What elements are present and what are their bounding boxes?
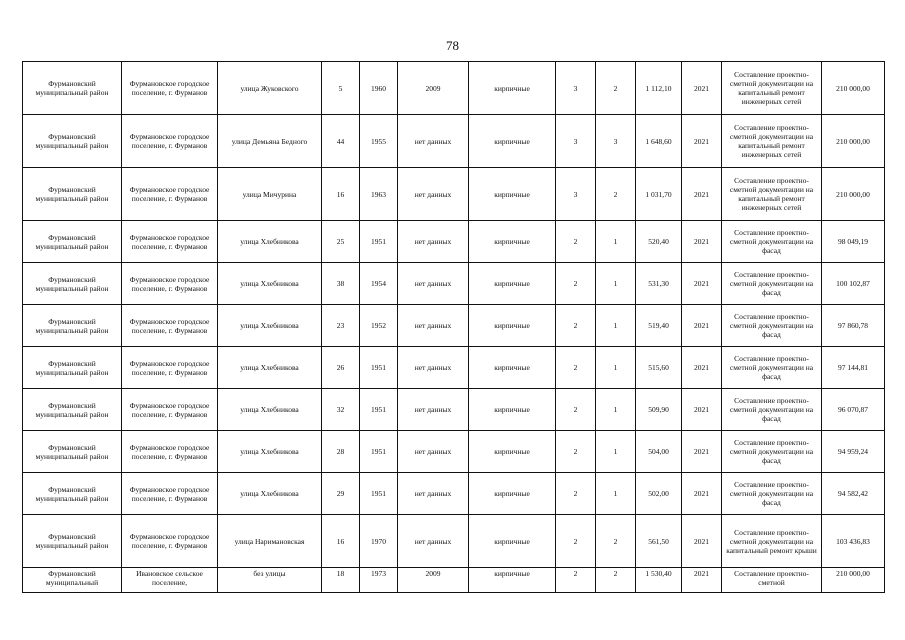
cell-district: Фурмановский муниципальный bbox=[23, 568, 122, 593]
cell-house-number: 38 bbox=[322, 263, 360, 305]
cell-settlement: Фурмановское городское поселение, г. Фурманов bbox=[122, 389, 218, 431]
cell-cost: 210 000,00 bbox=[822, 168, 885, 221]
cell-year-built: 1951 bbox=[360, 347, 398, 389]
cell-district: Фурмановский муниципальный район bbox=[23, 115, 122, 168]
table-row bbox=[23, 515, 885, 568]
cell-cost: 210 000,00 bbox=[822, 115, 885, 168]
cell-work-type: Составление проектно-сметной документации на фасад bbox=[722, 263, 822, 305]
cell-entrances: 2 bbox=[596, 515, 636, 568]
cell-house-number: 29 bbox=[322, 473, 360, 515]
cell-year-last-repair: нет данных bbox=[398, 168, 469, 221]
cell-year-last-repair: нет данных bbox=[398, 347, 469, 389]
cell-wall-material: кирпичные bbox=[469, 568, 556, 593]
cell-wall-material: кирпичные bbox=[469, 263, 556, 305]
table-row bbox=[23, 221, 885, 263]
cell-street: улица Хлебникова bbox=[218, 347, 322, 389]
cell-house-number: 44 bbox=[322, 115, 360, 168]
table-body bbox=[23, 62, 885, 593]
cell-work-type: Составление проектно-сметной документации на фасад bbox=[722, 305, 822, 347]
cell-year-built: 1951 bbox=[360, 221, 398, 263]
cell-area: 1 648,60 bbox=[636, 115, 682, 168]
cell-plan-year: 2021 bbox=[682, 568, 722, 593]
cell-district: Фурмановский муниципальный район bbox=[23, 62, 122, 115]
cell-floors: 2 bbox=[556, 568, 596, 593]
cell-entrances: 1 bbox=[596, 389, 636, 431]
cell-area: 1 112,10 bbox=[636, 62, 682, 115]
table-row bbox=[23, 431, 885, 473]
cell-wall-material: кирпичные bbox=[469, 168, 556, 221]
cell-district: Фурмановский муниципальный район bbox=[23, 221, 122, 263]
cell-year-last-repair: нет данных bbox=[398, 431, 469, 473]
cell-cost: 97 860,78 bbox=[822, 305, 885, 347]
cell-year-last-repair: нет данных bbox=[398, 305, 469, 347]
cell-plan-year: 2021 bbox=[682, 431, 722, 473]
cell-settlement: Фурмановское городское поселение, г. Фурманов bbox=[122, 263, 218, 305]
table-row bbox=[23, 305, 885, 347]
cell-plan-year: 2021 bbox=[682, 221, 722, 263]
cell-work-type: Составление проектно-сметной документации на фасад bbox=[722, 473, 822, 515]
cell-street: улица Хлебникова bbox=[218, 305, 322, 347]
table-row bbox=[23, 389, 885, 431]
cell-street: улица Наримановская bbox=[218, 515, 322, 568]
cell-year-built: 1952 bbox=[360, 305, 398, 347]
cell-street: без улицы bbox=[218, 568, 322, 593]
cell-street: улица Хлебникова bbox=[218, 389, 322, 431]
cell-plan-year: 2021 bbox=[682, 347, 722, 389]
cell-plan-year: 2021 bbox=[682, 515, 722, 568]
table-row bbox=[23, 115, 885, 168]
cell-house-number: 26 bbox=[322, 347, 360, 389]
cell-area: 531,30 bbox=[636, 263, 682, 305]
cell-plan-year: 2021 bbox=[682, 263, 722, 305]
cell-street: улица Демьяна Бедного bbox=[218, 115, 322, 168]
cell-year-last-repair: нет данных bbox=[398, 221, 469, 263]
cell-area: 1 031,70 bbox=[636, 168, 682, 221]
cell-year-last-repair: 2009 bbox=[398, 62, 469, 115]
cell-entrances: 3 bbox=[596, 115, 636, 168]
cell-entrances: 2 bbox=[596, 168, 636, 221]
cell-cost: 100 102,87 bbox=[822, 263, 885, 305]
cell-floors: 2 bbox=[556, 221, 596, 263]
cell-district: Фурмановский муниципальный район bbox=[23, 347, 122, 389]
cell-area: 1 530,40 bbox=[636, 568, 682, 593]
cell-year-last-repair: нет данных bbox=[398, 473, 469, 515]
cell-settlement: Фурмановское городское поселение, г. Фурманов bbox=[122, 305, 218, 347]
cell-floors: 2 bbox=[556, 473, 596, 515]
cell-wall-material: кирпичные bbox=[469, 115, 556, 168]
repair-program-table bbox=[22, 61, 885, 593]
cell-wall-material: кирпичные bbox=[469, 347, 556, 389]
cell-cost: 98 049,19 bbox=[822, 221, 885, 263]
cell-year-last-repair: нет данных bbox=[398, 115, 469, 168]
cell-street: улица Хлебникова bbox=[218, 263, 322, 305]
cell-street: улица Хлебникова bbox=[218, 431, 322, 473]
cell-district: Фурмановский муниципальный район bbox=[23, 305, 122, 347]
cell-area: 515,60 bbox=[636, 347, 682, 389]
cell-floors: 2 bbox=[556, 431, 596, 473]
table-row bbox=[23, 568, 885, 593]
cell-district: Фурмановский муниципальный район bbox=[23, 431, 122, 473]
cell-entrances: 1 bbox=[596, 473, 636, 515]
cell-plan-year: 2021 bbox=[682, 115, 722, 168]
cell-district: Фурмановский муниципальный район bbox=[23, 515, 122, 568]
page-number: 78 bbox=[446, 38, 459, 53]
cell-settlement: Фурмановское городское поселение, г. Фурманов bbox=[122, 431, 218, 473]
cell-plan-year: 2021 bbox=[682, 62, 722, 115]
cell-year-built: 1951 bbox=[360, 431, 398, 473]
cell-year-last-repair: нет данных bbox=[398, 263, 469, 305]
cell-entrances: 1 bbox=[596, 263, 636, 305]
cell-entrances: 1 bbox=[596, 305, 636, 347]
cell-settlement: Фурмановское городское поселение, г. Фурманов bbox=[122, 221, 218, 263]
cell-area: 519,40 bbox=[636, 305, 682, 347]
cell-house-number: 18 bbox=[322, 568, 360, 593]
cell-floors: 3 bbox=[556, 115, 596, 168]
cell-plan-year: 2021 bbox=[682, 473, 722, 515]
cell-settlement: Фурмановское городское поселение, г. Фурманов bbox=[122, 515, 218, 568]
cell-settlement: Ивановское сельское поселение, bbox=[122, 568, 218, 593]
cell-cost: 96 070,87 bbox=[822, 389, 885, 431]
cell-work-type: Составление проектно-сметной документации на капитальный ремонт инженерных сетей bbox=[722, 168, 822, 221]
cell-wall-material: кирпичные bbox=[469, 431, 556, 473]
cell-floors: 2 bbox=[556, 515, 596, 568]
cell-cost: 97 144,81 bbox=[822, 347, 885, 389]
cell-work-type: Составление проектно-сметной документации на капитальный ремонт крыши bbox=[722, 515, 822, 568]
table-row bbox=[23, 62, 885, 115]
cell-street: улица Хлебникова bbox=[218, 473, 322, 515]
cell-area: 502,00 bbox=[636, 473, 682, 515]
cell-floors: 2 bbox=[556, 347, 596, 389]
cell-cost: 94 959,24 bbox=[822, 431, 885, 473]
cell-entrances: 1 bbox=[596, 431, 636, 473]
cell-settlement: Фурмановское городское поселение, г. Фурманов bbox=[122, 347, 218, 389]
cell-cost: 210 000,00 bbox=[822, 62, 885, 115]
cell-settlement: Фурмановское городское поселение, г. Фурманов bbox=[122, 62, 218, 115]
cell-wall-material: кирпичные bbox=[469, 62, 556, 115]
cell-year-built: 1951 bbox=[360, 389, 398, 431]
cell-cost: 103 436,83 bbox=[822, 515, 885, 568]
cell-settlement: Фурмановское городское поселение, г. Фурманов bbox=[122, 115, 218, 168]
cell-wall-material: кирпичные bbox=[469, 221, 556, 263]
cell-district: Фурмановский муниципальный район bbox=[23, 389, 122, 431]
cell-work-type: Составление проектно-сметной документации на фасад bbox=[722, 389, 822, 431]
cell-house-number: 32 bbox=[322, 389, 360, 431]
cell-settlement: Фурмановское городское поселение, г. Фурманов bbox=[122, 168, 218, 221]
cell-wall-material: кирпичные bbox=[469, 515, 556, 568]
cell-work-type: Составление проектно-сметной документации на фасад bbox=[722, 431, 822, 473]
cell-wall-material: кирпичные bbox=[469, 305, 556, 347]
cell-area: 504,00 bbox=[636, 431, 682, 473]
cell-work-type: Составление проектно-сметной документации на капитальный ремонт инженерных сетей bbox=[722, 62, 822, 115]
cell-year-built: 1960 bbox=[360, 62, 398, 115]
cell-floors: 3 bbox=[556, 168, 596, 221]
cell-year-last-repair: нет данных bbox=[398, 389, 469, 431]
cell-street: улица Хлебникова bbox=[218, 221, 322, 263]
cell-house-number: 28 bbox=[322, 431, 360, 473]
cell-year-built: 1970 bbox=[360, 515, 398, 568]
table-row bbox=[23, 473, 885, 515]
cell-work-type: Составление проектно-сметной bbox=[722, 568, 822, 593]
cell-area: 509,90 bbox=[636, 389, 682, 431]
cell-year-built: 1954 bbox=[360, 263, 398, 305]
cell-entrances: 1 bbox=[596, 221, 636, 263]
cell-plan-year: 2021 bbox=[682, 305, 722, 347]
cell-floors: 2 bbox=[556, 389, 596, 431]
cell-house-number: 16 bbox=[322, 168, 360, 221]
cell-cost: 94 582,42 bbox=[822, 473, 885, 515]
cell-district: Фурмановский муниципальный район bbox=[23, 263, 122, 305]
cell-house-number: 16 bbox=[322, 515, 360, 568]
cell-wall-material: кирпичные bbox=[469, 473, 556, 515]
table-row bbox=[23, 347, 885, 389]
cell-street: улица Жуковского bbox=[218, 62, 322, 115]
cell-work-type: Составление проектно-сметной документации на фасад bbox=[722, 347, 822, 389]
cell-year-built: 1963 bbox=[360, 168, 398, 221]
cell-district: Фурмановский муниципальный район bbox=[23, 473, 122, 515]
cell-year-built: 1973 bbox=[360, 568, 398, 593]
cell-area: 520,40 bbox=[636, 221, 682, 263]
cell-district: Фурмановский муниципальный район bbox=[23, 168, 122, 221]
cell-settlement: Фурмановское городское поселение, г. Фурманов bbox=[122, 473, 218, 515]
cell-street: улица Мичурина bbox=[218, 168, 322, 221]
cell-house-number: 23 bbox=[322, 305, 360, 347]
cell-plan-year: 2021 bbox=[682, 168, 722, 221]
cell-house-number: 5 bbox=[322, 62, 360, 115]
cell-area: 561,50 bbox=[636, 515, 682, 568]
table-row bbox=[23, 263, 885, 305]
cell-house-number: 25 bbox=[322, 221, 360, 263]
cell-floors: 2 bbox=[556, 263, 596, 305]
table-row bbox=[23, 168, 885, 221]
cell-year-built: 1955 bbox=[360, 115, 398, 168]
cell-work-type: Составление проектно-сметной документации на фасад bbox=[722, 221, 822, 263]
cell-entrances: 1 bbox=[596, 347, 636, 389]
cell-year-last-repair: 2009 bbox=[398, 568, 469, 593]
cell-work-type: Составление проектно-сметной документации на капитальный ремонт инженерных сетей bbox=[722, 115, 822, 168]
cell-wall-material: кирпичные bbox=[469, 389, 556, 431]
cell-plan-year: 2021 bbox=[682, 389, 722, 431]
cell-entrances: 2 bbox=[596, 568, 636, 593]
cell-cost: 210 000,00 bbox=[822, 568, 885, 593]
cell-year-built: 1951 bbox=[360, 473, 398, 515]
cell-year-last-repair: нет данных bbox=[398, 515, 469, 568]
cell-entrances: 2 bbox=[596, 62, 636, 115]
cell-floors: 3 bbox=[556, 62, 596, 115]
cell-floors: 2 bbox=[556, 305, 596, 347]
